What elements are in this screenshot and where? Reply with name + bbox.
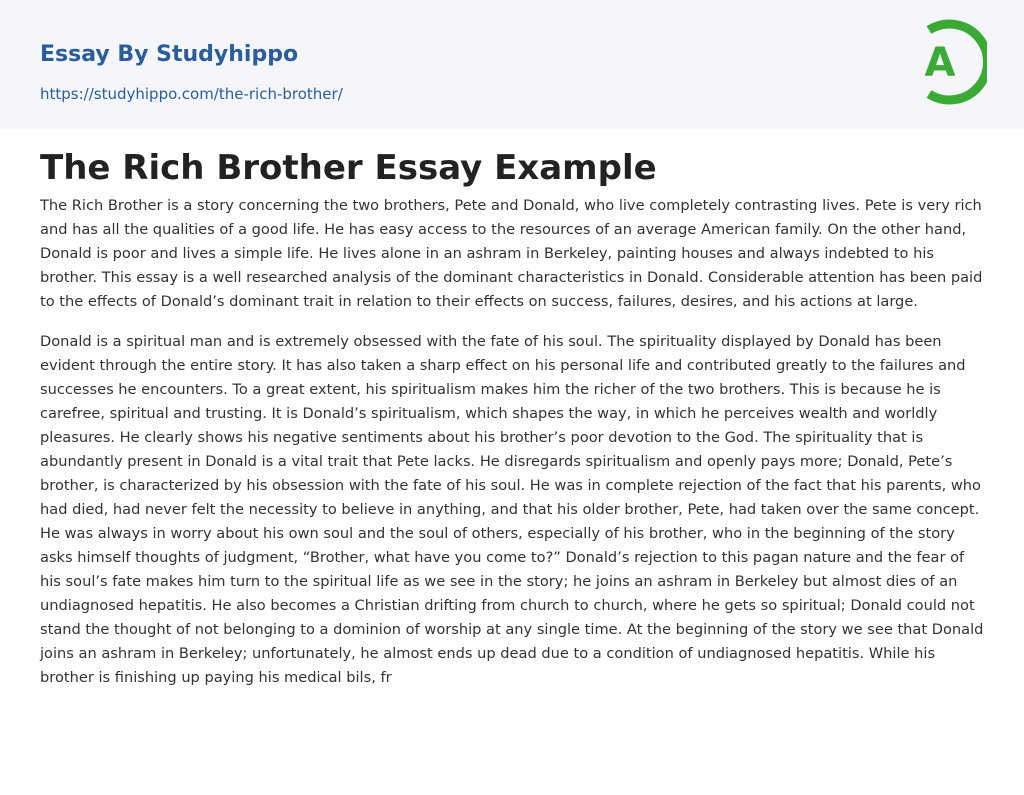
source-url-link[interactable]: https://studyhippo.com/the-rich-brother/ [40, 85, 343, 103]
site-header [0, 0, 1024, 129]
article-paragraph-1: The Rich Brother is a story concerning the two brothers, Pete and Donald, who live completely contrasting lives. Pete is very rich and has all the qualities of a good life. He has easy access to the resources of an average American family. On the other hand, Donald is poor and lives a simple life. He lives alone in an ashram in Berkeley, painting houses and always indebted to his brother. This essay is a well researched analysis of the dominant characteristics in Donald. Considerable attention has been paid to the effects of Donald’s dominant trait in relation to their effects on success, failures, desires, and his actions at large. [40, 197, 983, 310]
letter-a-circle-icon[interactable] [907, 18, 987, 106]
site-title[interactable]: Essay By Studyhippo [40, 42, 299, 67]
logo-letter: A [924, 40, 956, 86]
article [0, 129, 1024, 690]
article-paragraph-2: Donald is a spiritual man and is extremely obsessed with the fate of his soul. The spirituality displayed by Donald has been evident through the entire story. It has also taken a sharp effect on his personal life and contributed greatly to the failures and successes he encounters. To a great extent, his spiritualism makes him the richer of the two brothers. This is because he is carefree, spiritual and trusting. It is Donald’s spiritualism, which shapes the way, in which he perceives wealth and worldly pleasures. He clearly shows his negative sentiments about his brother’s poor devotion to the God. The spirituality that is abundantly present in Donald is a vital trait that Pete lacks. He disregards spiritualism and openly pays more; Donald, Pete’s brother, is characterized by his obsession with the fate of his soul. He was in complete rejection of the fact that his parents, who had died, had never felt the necessity to believe in anything, and that his older brother, Pete, had taken over the same concept. He was always in worry about his own soul and the soul of others, especially of his brother, who in the beginning of the story asks himself thoughts of judgment, “Brother, what have you come to?” Donald’s rejection to this pagan nature and the fear of his soul’s fate makes him turn to the spiritual life as we see in the story; he joins an ashram in Berkeley but almost dies of an undiagnosed hepatitis. He also becomes a Christian drifting from church to church, where he gets so spiritual; Donald could not stand the thought of not belonging to a dominion of worship at any single time. At the beginning of the story we see that Donald joins an ashram in Berkeley; unfortunately, he almost ends up dead due to a condition of undiagnosed hepatitis. While his brother is finishing up paying his medical bils, fr [40, 333, 984, 686]
article-title: The Rich Brother Essay Example [40, 148, 657, 188]
